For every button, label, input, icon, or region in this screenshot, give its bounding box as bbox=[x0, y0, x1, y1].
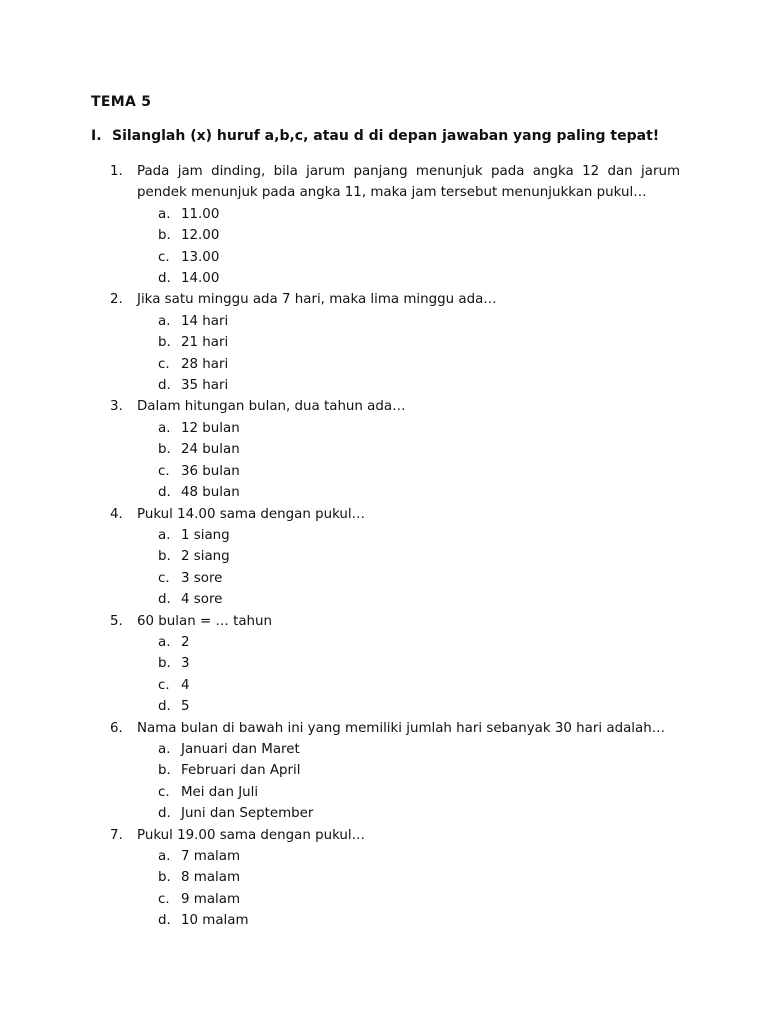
question-item bbox=[110, 161, 680, 289]
option-text: 4 bbox=[181, 677, 190, 693]
option-letter: a. bbox=[158, 527, 171, 543]
option-letter: d. bbox=[158, 913, 171, 929]
option-letter: a. bbox=[158, 741, 171, 757]
option-item[interactable] bbox=[137, 889, 680, 910]
question-item bbox=[110, 611, 680, 718]
page-title: TEMA 5 bbox=[91, 94, 152, 110]
option-letter: a. bbox=[158, 313, 171, 329]
option-letter: d. bbox=[158, 271, 171, 287]
option-item[interactable] bbox=[137, 739, 680, 760]
question-item bbox=[110, 396, 680, 503]
option-item[interactable] bbox=[137, 696, 680, 717]
option-letter: c. bbox=[158, 891, 170, 907]
option-text: 48 bulan bbox=[181, 485, 240, 501]
option-letter: a. bbox=[158, 206, 171, 222]
option-letter: b. bbox=[158, 335, 171, 351]
option-item[interactable] bbox=[137, 439, 680, 460]
question-text: Pukul 14.00 sama dengan pukul… bbox=[137, 506, 366, 522]
option-item[interactable] bbox=[137, 910, 680, 931]
option-list bbox=[137, 846, 680, 932]
option-item[interactable] bbox=[137, 247, 680, 268]
question-text: Nama bulan di bawah ini yang memiliki jumlah hari sebanyak 30 hari adalah… bbox=[137, 720, 666, 736]
option-list bbox=[137, 418, 680, 504]
option-letter: c. bbox=[158, 463, 170, 479]
option-letter: a. bbox=[158, 849, 171, 864]
option-item[interactable] bbox=[137, 525, 680, 546]
option-list bbox=[137, 632, 680, 718]
option-text: 36 bulan bbox=[181, 463, 240, 479]
option-item[interactable] bbox=[137, 332, 680, 353]
option-item[interactable] bbox=[137, 461, 680, 482]
question-item bbox=[110, 504, 680, 611]
option-text: 35 hari bbox=[181, 378, 229, 394]
option-letter: c. bbox=[158, 249, 170, 265]
option-text: Mei dan Juli bbox=[181, 784, 259, 800]
option-letter: d. bbox=[158, 699, 171, 715]
option-item[interactable] bbox=[137, 803, 680, 824]
option-letter: a. bbox=[158, 420, 171, 436]
option-letter: b. bbox=[158, 442, 171, 458]
option-text: 3 sore bbox=[181, 570, 223, 586]
question-text: Pukul 19.00 sama dengan pukul… bbox=[137, 827, 366, 843]
question-number: 3. bbox=[110, 399, 123, 415]
option-text: Februari dan April bbox=[181, 763, 301, 779]
option-letter: a. bbox=[158, 634, 171, 650]
question-item bbox=[110, 289, 680, 396]
option-text: 28 hari bbox=[181, 356, 229, 372]
option-text: 9 malam bbox=[181, 891, 240, 907]
option-text: 3 bbox=[181, 656, 190, 672]
option-item[interactable] bbox=[137, 675, 680, 696]
question-text: Pada jam dinding, bila jarum panjang menunjuk pada angka 12 dan jarum pendek menunjuk pada angka 11, maka jam tersebut menunjukkan pukul… bbox=[137, 164, 680, 201]
option-text: 5 bbox=[181, 699, 190, 715]
option-letter: b. bbox=[158, 549, 171, 565]
option-item[interactable] bbox=[137, 204, 680, 225]
question-item bbox=[110, 825, 680, 932]
option-item[interactable] bbox=[137, 418, 680, 439]
question-text: Jika satu minggu ada 7 hari, maka lima minggu ada… bbox=[137, 292, 497, 308]
instruction-text: Silanglah (x) huruf a,b,c, atau d di depan jawaban yang paling tepat! bbox=[112, 128, 660, 144]
option-item[interactable] bbox=[137, 568, 680, 589]
option-text: 14.00 bbox=[181, 271, 220, 287]
option-letter: d. bbox=[158, 806, 171, 822]
question-number: 2. bbox=[110, 292, 123, 308]
section-numeral: I. bbox=[91, 128, 102, 144]
option-text: 24 bulan bbox=[181, 442, 240, 458]
option-letter: b. bbox=[158, 870, 171, 886]
option-letter: d. bbox=[158, 485, 171, 501]
option-letter: c. bbox=[158, 356, 170, 372]
option-list bbox=[137, 204, 680, 290]
option-text: 1 siang bbox=[181, 527, 230, 543]
option-item[interactable] bbox=[137, 653, 680, 674]
option-list bbox=[137, 739, 680, 825]
question-number: 5. bbox=[110, 613, 123, 629]
section-instruction bbox=[91, 128, 691, 144]
option-text: 4 sore bbox=[181, 592, 223, 608]
option-item[interactable] bbox=[137, 846, 680, 867]
option-text: 2 siang bbox=[181, 549, 230, 565]
option-item[interactable] bbox=[137, 760, 680, 781]
option-text: 14 hari bbox=[181, 313, 229, 329]
option-item[interactable] bbox=[137, 867, 680, 888]
option-item[interactable] bbox=[137, 589, 680, 610]
option-list bbox=[137, 525, 680, 611]
option-letter: b. bbox=[158, 228, 171, 244]
option-text: 11.00 bbox=[181, 206, 220, 222]
question-item bbox=[110, 718, 680, 825]
question-number: 6. bbox=[110, 720, 123, 736]
option-text: 8 malam bbox=[181, 870, 240, 886]
option-item[interactable] bbox=[137, 632, 680, 653]
option-item[interactable] bbox=[137, 311, 680, 332]
option-text: Juni dan September bbox=[181, 806, 314, 822]
option-text: 12.00 bbox=[181, 228, 220, 244]
option-text: 21 hari bbox=[181, 335, 229, 351]
option-item[interactable] bbox=[137, 354, 680, 375]
option-letter: c. bbox=[158, 677, 170, 693]
question-number: 4. bbox=[110, 506, 123, 522]
question-number: 1. bbox=[110, 164, 123, 179]
option-text: 10 malam bbox=[181, 913, 249, 929]
option-item[interactable] bbox=[137, 268, 680, 289]
option-item[interactable] bbox=[137, 782, 680, 803]
option-letter: c. bbox=[158, 784, 170, 800]
option-text: 12 bulan bbox=[181, 420, 240, 436]
question-text: 60 bulan = … tahun bbox=[137, 613, 272, 629]
option-letter: d. bbox=[158, 592, 171, 608]
option-text: 7 malam bbox=[181, 849, 240, 864]
option-letter: b. bbox=[158, 763, 171, 779]
option-item[interactable] bbox=[137, 225, 680, 246]
question-number: 7. bbox=[110, 827, 123, 843]
option-item[interactable] bbox=[137, 482, 680, 503]
option-text: 13.00 bbox=[181, 249, 220, 265]
option-letter: d. bbox=[158, 378, 171, 394]
question-text: Dalam hitungan bulan, dua tahun ada… bbox=[137, 399, 406, 415]
option-text: 2 bbox=[181, 634, 190, 650]
option-list bbox=[137, 311, 680, 397]
option-item[interactable] bbox=[137, 375, 680, 396]
question-list bbox=[110, 161, 680, 932]
option-letter: c. bbox=[158, 570, 170, 586]
option-text: Januari dan Maret bbox=[181, 741, 300, 757]
option-item[interactable] bbox=[137, 546, 680, 567]
option-letter: b. bbox=[158, 656, 171, 672]
